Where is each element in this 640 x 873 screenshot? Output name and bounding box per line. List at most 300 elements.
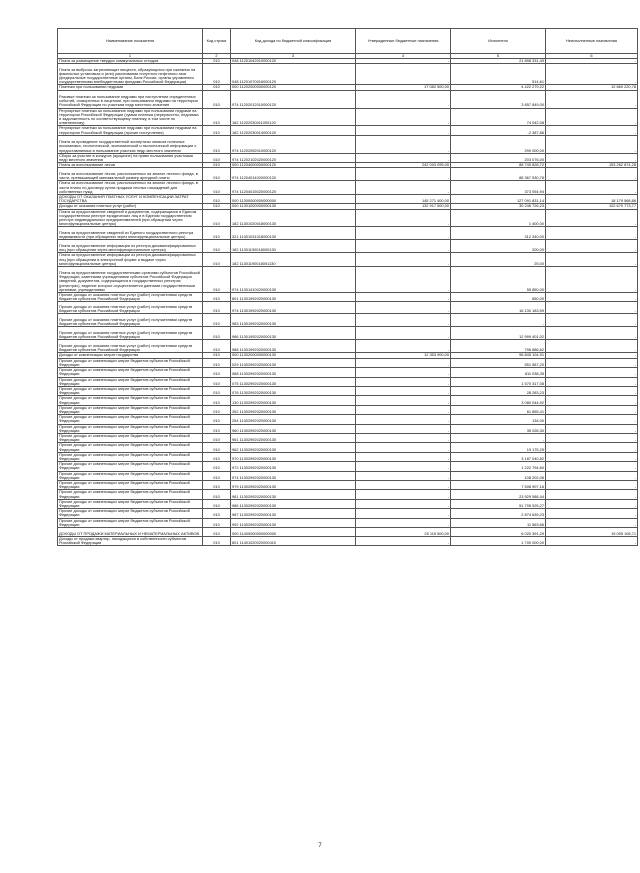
row-approved: 25 115 500,00 — [356, 528, 451, 537]
row-approved: - — [356, 314, 451, 327]
row-approved: - — [356, 267, 451, 293]
table-row — [58, 358, 638, 367]
row-executed: 127 091 831,14 — [451, 195, 546, 204]
row-approved: - — [356, 64, 451, 85]
row-kbk: 986 11301992020000130 — [231, 327, 356, 340]
row-executed: 88 367 530,78 — [451, 168, 546, 181]
row-code: 010 — [203, 452, 231, 461]
row-code: 010 — [203, 209, 231, 227]
row-name: Прочие доходы от компенсации затрат бюджетов субъектов Российской Федерации — [58, 377, 203, 386]
row-code: 010 — [203, 358, 231, 367]
row-unexecuted: - — [546, 108, 638, 126]
row-kbk: 000 11302000000000130 — [231, 353, 356, 358]
row-name: Плата за использование лесов, расположенных на землях лесного фонда, в части, превышающей минимальный размер арендной платы — [58, 168, 203, 181]
table-row — [58, 227, 638, 240]
row-code: 010 — [203, 302, 231, 314]
row-executed: 650,00 — [451, 293, 546, 302]
row-unexecuted: - — [546, 424, 638, 433]
table-row — [58, 209, 638, 227]
row-approved: - — [356, 227, 451, 240]
row-kbk: 962 11302992020000130 — [231, 443, 356, 452]
row-approved: 12 353 900,00 — [356, 353, 451, 358]
row-name: Прочие доходы от компенсации затрат бюджетов субъектов Российской Федерации — [58, 509, 203, 518]
row-name: Плата за использование лесов, расположенных на землях лесного фонда, в части платы по договору купли-продажи лесных насаждений для собственных нужд — [58, 181, 203, 195]
row-code: 010 — [203, 443, 231, 452]
table-row — [58, 490, 638, 499]
table-row — [58, 135, 638, 153]
row-code: 010 — [203, 163, 231, 168]
row-code: 010 — [203, 204, 231, 209]
row-code: 010 — [203, 181, 231, 195]
column-number: 2 — [203, 54, 231, 59]
table-row — [58, 126, 638, 135]
row-code: 010 — [203, 240, 231, 253]
row-approved: - — [356, 386, 451, 395]
row-approved: - — [356, 490, 451, 499]
row-kbk: 801 11401020020000410 — [231, 537, 356, 546]
row-name: Прочие доходы от оказания платных услуг (работ) получателями средств бюджетов субъектов Российской Федерации — [58, 293, 203, 302]
row-approved: - — [356, 424, 451, 433]
row-name: Прочие доходы от оказания платных услуг (работ) получателями средств бюджетов субъектов Российской Федерации — [58, 314, 203, 327]
row-unexecuted: - — [546, 433, 638, 442]
page-number: 7 — [318, 843, 322, 849]
row-name: Прочие доходы от компенсации затрат бюджетов субъектов Российской Федерации — [58, 480, 203, 489]
row-code: 010 — [203, 293, 231, 302]
table-row — [58, 90, 638, 108]
row-name: ДОХОДЫ ОТ ОКАЗАНИЯ ПЛАТНЫХ УСЛУГ И КОМПЕНСАЦИИ ЗАТРАТ ГОСУДАРСТВА — [58, 195, 203, 204]
column-number: 6 — [546, 54, 638, 59]
table-row — [58, 386, 638, 395]
row-name: Прочие доходы от компенсации затрат бюджетов субъектов Российской Федерации — [58, 518, 203, 527]
row-executed: 811 038,35 — [451, 368, 546, 377]
table-header — [58, 29, 638, 54]
row-code: 010 — [203, 90, 231, 108]
row-kbk: 981 11302992020000130 — [231, 490, 356, 499]
row-executed: - — [451, 433, 546, 442]
row-approved: - — [356, 253, 451, 267]
row-name: Прочие доходы от оказания платных услуг (работ) получателями средств бюджетов субъектов Российской Федерации — [58, 302, 203, 314]
row-unexecuted: - — [546, 462, 638, 471]
table-row — [58, 396, 638, 405]
row-executed: - — [451, 314, 546, 327]
row-executed: 1 400,00 — [451, 209, 546, 227]
row-approved: - — [356, 168, 451, 181]
row-executed: 551 587,20 — [451, 358, 546, 367]
row-kbk: 182 11202030011000120 — [231, 108, 356, 126]
row-unexecuted: - — [546, 415, 638, 424]
row-approved: - — [356, 59, 451, 64]
row-executed: 373 054,94 — [451, 181, 546, 195]
row-unexecuted: - — [546, 490, 638, 499]
row-name: Плата за использование лесов — [58, 163, 203, 168]
column-number: 1 — [58, 54, 203, 59]
row-kbk: 000 11301000000000130 — [231, 204, 356, 209]
row-unexecuted: - — [546, 509, 638, 518]
row-unexecuted: - — [546, 537, 638, 546]
row-unexecuted: - — [546, 153, 638, 162]
table-row — [58, 153, 638, 162]
row-name: Плата за размещение твердых коммунальных отходов — [58, 59, 203, 64]
table-row — [58, 499, 638, 508]
row-name: Плата за проведение государственной экспертизы запасов полезных ископаемых, геологической, экономической и экологической информации о предоставляемых в пользование участках недр местного значения — [58, 135, 203, 153]
row-executed: 200,00 — [451, 240, 546, 253]
row-unexecuted: - — [546, 499, 638, 508]
row-name: Прочие доходы от компенсации затрат бюджетов субъектов Российской Федерации — [58, 396, 203, 405]
table-row — [58, 302, 638, 314]
row-kbk: 974 11202102020000120 — [231, 153, 356, 162]
row-name: Плата за предоставление сведений и документов, содержащихся в Едином государственном реестре юридических лиц и в Едином государственном реестре индивидуальных предпринимателей (при обращении через многофункциональные центры) — [58, 209, 203, 227]
row-code: 010 — [203, 537, 231, 546]
row-name: Прочие доходы от оказания платных услуг (работ) получателями средств бюджетов субъектов Российской Федерации — [58, 327, 203, 340]
row-code: 010 — [203, 108, 231, 126]
table-body — [58, 54, 638, 546]
row-unexecuted: - — [546, 227, 638, 240]
table-row — [58, 537, 638, 546]
row-code: 010 — [203, 386, 231, 395]
row-code: 010 — [203, 267, 231, 293]
row-kbk: 029 11302992020000130 — [231, 358, 356, 367]
row-kbk: 974 11204014020000120 — [231, 168, 356, 181]
row-executed: 61 855,41 — [451, 405, 546, 414]
row-unexecuted: - — [546, 518, 638, 527]
row-executed: 12 999 401,02 — [451, 327, 546, 340]
row-approved: 17 082 500,00 — [356, 85, 451, 90]
row-executed: 1 570 317,08 — [451, 377, 546, 386]
row-approved: - — [356, 358, 451, 367]
row-unexecuted: - — [546, 168, 638, 181]
table-row — [58, 240, 638, 253]
row-kbk: 992 11302992020000130 — [231, 518, 356, 527]
row-unexecuted: - — [546, 302, 638, 314]
row-executed: 203 076,00 — [451, 153, 546, 162]
row-executed: 28 283,23 — [451, 386, 546, 395]
row-unexecuted: - — [546, 253, 638, 267]
row-unexecuted: 18 179 568,86 — [546, 195, 638, 204]
row-kbk: 974 11202012010000120 — [231, 90, 356, 108]
row-unexecuted: 153 262 874,28 — [546, 163, 638, 168]
table-row — [58, 314, 638, 327]
header-kbk: Код дохода по бюджетной классификации — [231, 29, 356, 54]
table-row — [58, 518, 638, 527]
row-executed: 35 028,30 — [451, 424, 546, 433]
row-name: Прочие доходы от компенсации затрат бюджетов субъектов Российской Федерации — [58, 490, 203, 499]
row-executed: 290 000,00 — [451, 135, 546, 153]
table-row — [58, 293, 638, 302]
row-code: 010 — [203, 405, 231, 414]
row-kbk: 048 11201070016000120 — [231, 64, 356, 85]
row-name: Доходы от продажи квартир, находящихся в собственности субъектов Российской Федерации — [58, 537, 203, 546]
row-kbk: 987 11302992020000130 — [231, 509, 356, 518]
row-unexecuted: - — [546, 240, 638, 253]
row-approved: - — [356, 293, 451, 302]
table-row — [58, 340, 638, 353]
row-approved: - — [356, 302, 451, 314]
row-code: 010 — [203, 195, 231, 204]
row-approved: - — [356, 462, 451, 471]
row-kbk: 076 11302992020000130 — [231, 386, 356, 395]
row-kbk: 974 11202052010000120 — [231, 135, 356, 153]
row-code: 010 — [203, 126, 231, 135]
row-approved: - — [356, 443, 451, 452]
row-kbk: 974 11204015020000120 — [231, 181, 356, 195]
table-row — [58, 168, 638, 181]
row-kbk: 974 11302992020000130 — [231, 471, 356, 480]
row-approved: 132 917 500,00 — [356, 204, 451, 209]
row-approved: - — [356, 240, 451, 253]
row-approved: - — [356, 452, 451, 461]
row-approved: - — [356, 405, 451, 414]
row-unexecuted: - — [546, 480, 638, 489]
row-executed: 23 929 588,44 — [451, 490, 546, 499]
row-executed: 19 175,25 — [451, 443, 546, 452]
row-approved: - — [356, 108, 451, 126]
row-unexecuted: - — [546, 353, 638, 358]
row-executed: 74 042,08 — [451, 108, 546, 126]
row-executed: 796 886,62 — [451, 340, 546, 353]
row-kbk: 352 11302992020000130 — [231, 405, 356, 414]
table-row — [58, 64, 638, 85]
row-kbk: 960 11302992020000130 — [231, 424, 356, 433]
row-kbk: 000 11202000000000120 — [231, 85, 356, 90]
column-number: 5 — [451, 54, 546, 59]
row-kbk: 983 11301992020000130 — [231, 314, 356, 327]
row-executed: 25,00 — [451, 253, 546, 267]
row-approved: - — [356, 340, 451, 353]
row-code: 010 — [203, 377, 231, 386]
row-executed: 2 874 639,23 — [451, 509, 546, 518]
row-name: Прочие доходы от компенсации затрат бюджетов субъектов Российской Федерации — [58, 452, 203, 461]
row-name: Прочие доходы от компенсации затрат бюджетов субъектов Российской Федерации — [58, 424, 203, 433]
row-name: Плата за предоставление информации из реестра дисквалифицированных лиц (при обращении через многофункциональные центры) — [58, 240, 203, 253]
table-row — [58, 368, 638, 377]
row-name: Прочие доходы от оказания платных услуг (работ) получателями средств бюджетов субъектов Российской Федерации — [58, 340, 203, 353]
row-approved: - — [356, 433, 451, 442]
row-kbk: 182 11301190018000130 — [231, 240, 356, 253]
row-approved: 242 003 095,00 — [356, 163, 451, 168]
table-row — [58, 267, 638, 293]
row-kbk: 970 11302992020000130 — [231, 452, 356, 461]
row-approved: - — [356, 480, 451, 489]
row-kbk: 068 11302992020000130 — [231, 368, 356, 377]
row-kbk: 801 11301992020000130 — [231, 293, 356, 302]
row-name: Прочие доходы от компенсации затрат бюджетов субъектов Российской Федерации — [58, 368, 203, 377]
row-code: 010 — [203, 480, 231, 489]
row-unexecuted: - — [546, 443, 638, 452]
row-code: 010 — [203, 415, 231, 424]
header-unexecuted: Неисполненные назначения — [546, 29, 638, 54]
column-number: 3 — [231, 54, 356, 59]
row-code: 010 — [203, 59, 231, 64]
row-unexecuted: - — [546, 340, 638, 353]
row-executed: 16 130 183,59 — [451, 302, 546, 314]
row-name: Регулярные платежи за пользование недрами при пользовании недрами на территории Российской Федерации (сумма платежа (перерасчеты, недоимка и задолженность по соответствующему платежу, в том числе по отмененному) — [58, 108, 203, 126]
row-executed: 3 187 040,82 — [451, 452, 546, 461]
row-executed: -2 387,86 — [451, 126, 546, 135]
row-code: 010 — [203, 168, 231, 181]
row-executed: 3 080 044,92 — [451, 396, 546, 405]
row-executed: 96 845 104,91 — [451, 353, 546, 358]
row-executed: 88 740 828,72 — [451, 163, 546, 168]
table-row — [58, 195, 638, 204]
row-code: 010 — [203, 85, 231, 90]
row-executed: 4 422 279,22 — [451, 85, 546, 90]
row-unexecuted: - — [546, 386, 638, 395]
row-kbk: 048 11201042010000120 — [231, 59, 356, 64]
table-row — [58, 424, 638, 433]
row-name: Прочие доходы от компенсации затрат бюджетов субъектов Российской Федерации — [58, 358, 203, 367]
row-unexecuted: - — [546, 181, 638, 195]
row-approved: - — [356, 90, 451, 108]
row-kbk: 130 11302992020000130 — [231, 396, 356, 405]
row-name: Прочие доходы от компенсации затрат бюджетов субъектов Российской Федерации — [58, 443, 203, 452]
row-executed: 108 202,06 — [451, 471, 546, 480]
row-kbk: 182 11301020018000130 — [231, 209, 356, 227]
row-name: Плата за предоставление сведений из Единого государственного реестра недвижимости (при обращении через многофункциональные центры) — [58, 227, 203, 240]
row-approved: - — [356, 209, 451, 227]
table-row — [58, 443, 638, 452]
row-code: 010 — [203, 353, 231, 358]
row-executed: 514,61 — [451, 64, 546, 85]
row-name: Разовые платежи за пользование недрами при наступлении определенных событий, оговоренных в лицензии, при пользовании недрами на территории Российской Федерации по участкам недр местного значения — [58, 90, 203, 108]
row-name: Прочие доходы от компенсации затрат бюджетов субъектов Российской Федерации — [58, 415, 203, 424]
table-row — [58, 452, 638, 461]
row-code: 010 — [203, 396, 231, 405]
row-unexecuted: - — [546, 471, 638, 480]
row-approved: - — [356, 153, 451, 162]
row-unexecuted: - — [546, 59, 638, 64]
row-unexecuted: - — [546, 209, 638, 227]
row-name: Прочие доходы от компенсации затрат бюджетов субъектов Российской Федерации — [58, 405, 203, 414]
row-executed: 51 795 925,27 — [451, 499, 546, 508]
row-approved: - — [356, 368, 451, 377]
header-approved: Утвержденные бюджетные назначения — [356, 29, 451, 54]
header-executed: Исполнено — [451, 29, 546, 54]
row-kbk: 974 11301410020000130 — [231, 267, 356, 293]
row-kbk: 000 11300000000000000 — [231, 195, 356, 204]
row-unexecuted: 12 660 220,78 — [546, 85, 638, 90]
row-executed: 1 222 794,60 — [451, 462, 546, 471]
row-unexecuted: - — [546, 293, 638, 302]
row-name: Прочие доходы от компенсации затрат бюджетов субъектов Российской Федерации — [58, 462, 203, 471]
row-executed: 1 700 000,00 — [451, 537, 546, 546]
row-unexecuted: - — [546, 64, 638, 85]
row-code: 010 — [203, 462, 231, 471]
row-name: Платежи при пользовании недрами — [58, 85, 203, 90]
row-code: 010 — [203, 153, 231, 162]
row-code: 010 — [203, 327, 231, 340]
table-row — [58, 377, 638, 386]
row-code: 010 — [203, 528, 231, 537]
row-unexecuted: - — [546, 327, 638, 340]
row-name: ДОХОДЫ ОТ ПРОДАЖИ МАТЕРИАЛЬНЫХ И НЕМАТЕРИАЛЬНЫХ АКТИВОВ — [58, 528, 203, 537]
row-unexecuted: - — [546, 377, 638, 386]
table-row — [58, 405, 638, 414]
row-code: 010 — [203, 518, 231, 527]
row-approved: - — [356, 181, 451, 195]
row-name: Доходы от компенсации затрат государства — [58, 353, 203, 358]
table-row — [58, 462, 638, 471]
row-kbk: 986 11302992020000130 — [231, 499, 356, 508]
table-row — [58, 528, 638, 537]
row-executed: 134,00 — [451, 415, 546, 424]
row-unexecuted: - — [546, 396, 638, 405]
row-code: 010 — [203, 227, 231, 240]
row-approved: 145 271 400,00 — [356, 195, 451, 204]
row-approved: - — [356, 537, 451, 546]
row-executed: 3 857 849,00 — [451, 90, 546, 108]
row-approved: - — [356, 471, 451, 480]
row-kbk: 988 11301992020000130 — [231, 340, 356, 353]
row-kbk: 075 11302992020000130 — [231, 377, 356, 386]
row-name: Регулярные платежи за пользование недрами при пользовании недрами на территории Российской Федерации (прочие поступления) — [58, 126, 203, 135]
row-kbk: 182 11202030014000120 — [231, 126, 356, 135]
row-name: Прочие доходы от компенсации затрат бюджетов субъектов Российской Федерации — [58, 386, 203, 395]
row-kbk: 000 11400000000000000 — [231, 528, 356, 537]
row-executed: 30 246 726,23 — [451, 204, 546, 209]
row-code: 010 — [203, 340, 231, 353]
row-unexecuted: - — [546, 314, 638, 327]
table-row — [58, 327, 638, 340]
row-code: 010 — [203, 509, 231, 518]
table-row — [58, 480, 638, 489]
header-code: Код строки — [203, 29, 231, 54]
row-name: Сборы за участие в конкурсе (аукционе) на право пользования участками недр местного значения — [58, 153, 203, 162]
row-code: 010 — [203, 64, 231, 85]
row-approved: - — [356, 518, 451, 527]
table-row — [58, 181, 638, 195]
row-approved: - — [356, 499, 451, 508]
row-name: Плата за предоставление государственными органами субъектов Российской Федерации, казенными учреждениями субъектов Российской Федерации сведений, документов, содержащихся в государственных реестрах (регистрах), ведение которых осуществляется данными государственными органами, учреждениями — [58, 267, 203, 293]
row-approved: - — [356, 327, 451, 340]
row-code: 010 — [203, 135, 231, 153]
row-code: 010 — [203, 433, 231, 442]
row-name: Доходы от оказания платных услуг (работ) — [58, 204, 203, 209]
row-executed: 7 506 907,16 — [451, 480, 546, 489]
table-row — [58, 108, 638, 126]
column-number: 4 — [356, 54, 451, 59]
row-unexecuted: - — [546, 90, 638, 108]
row-executed: 11 563,66 — [451, 518, 546, 527]
row-kbk: 182 11301190018001130 — [231, 253, 356, 267]
row-approved: - — [356, 126, 451, 135]
row-unexecuted: - — [546, 358, 638, 367]
row-executed: 312 340,00 — [451, 227, 546, 240]
row-approved: - — [356, 135, 451, 153]
row-unexecuted: 19 095 108,71 — [546, 528, 638, 537]
row-kbk: 979 11302992020000130 — [231, 480, 356, 489]
row-kbk: 000 11204000000000120 — [231, 163, 356, 168]
row-code: 010 — [203, 368, 231, 377]
row-unexecuted: - — [546, 135, 638, 153]
row-kbk: 321 11301031018000130 — [231, 227, 356, 240]
row-unexecuted: - — [546, 405, 638, 414]
row-code: 010 — [203, 499, 231, 508]
row-kbk: 961 11302992020000130 — [231, 433, 356, 442]
row-kbk: 972 11302992020000130 — [231, 462, 356, 471]
row-unexecuted: - — [546, 126, 638, 135]
row-code: 010 — [203, 314, 231, 327]
row-name: Прочие доходы от компенсации затрат бюджетов субъектов Российской Федерации — [58, 499, 203, 508]
row-unexecuted: 102 670 773,77 — [546, 204, 638, 209]
row-approved: - — [356, 509, 451, 518]
row-executed: 6 020 391,29 — [451, 528, 546, 537]
row-kbk: 974 11301992020000130 — [231, 302, 356, 314]
row-approved: - — [356, 415, 451, 424]
row-approved: - — [356, 377, 451, 386]
table-row — [58, 253, 638, 267]
row-unexecuted: - — [546, 452, 638, 461]
row-name: Прочие доходы от компенсации затрат бюджетов субъектов Российской Федерации — [58, 471, 203, 480]
